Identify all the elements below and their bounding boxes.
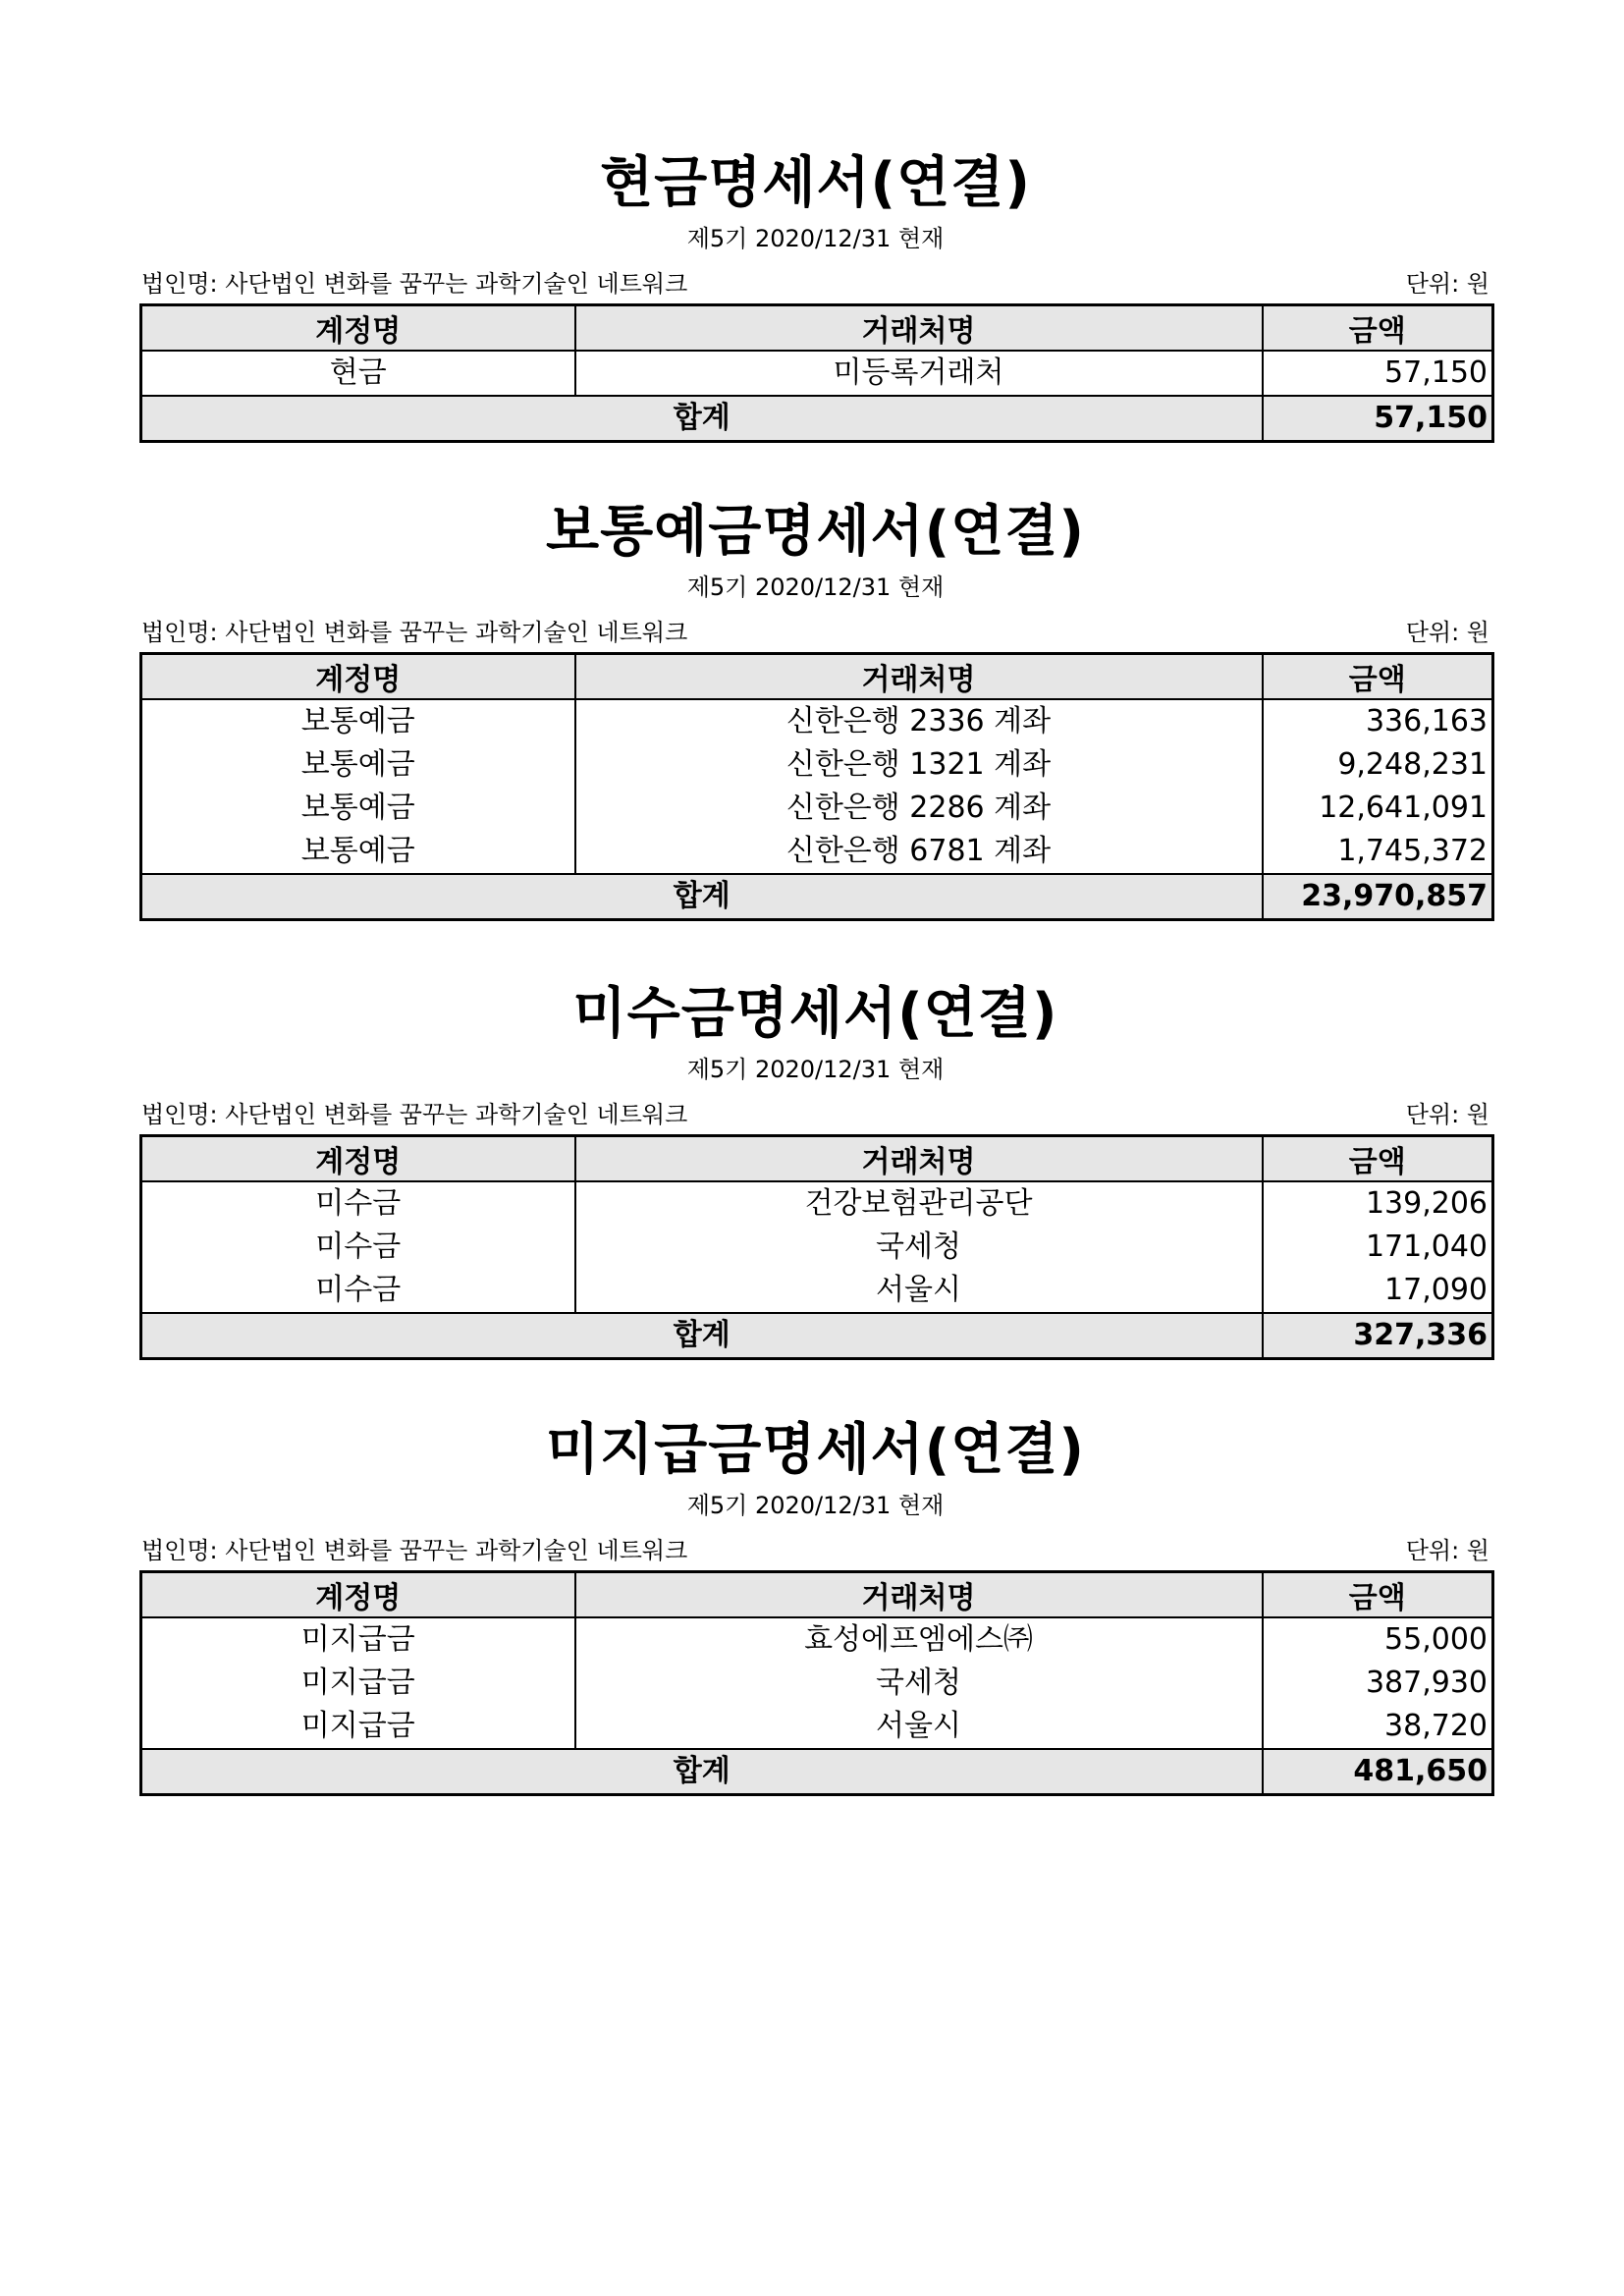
cell-account: 보통예금 xyxy=(141,830,575,874)
statement-cash xyxy=(139,149,1491,443)
cell-account: 미지급금 xyxy=(141,1705,575,1749)
statement-meta xyxy=(139,1536,1491,1565)
cell-vendor: 효성에프엠에스㈜ xyxy=(575,1617,1263,1662)
cell-amount: 9,248,231 xyxy=(1337,747,1488,782)
total-label: 합계 xyxy=(141,1749,1263,1795)
header-account: 계정명 xyxy=(141,654,575,700)
header-vendor: 거래처명 xyxy=(575,1136,1263,1182)
header-account: 계정명 xyxy=(141,305,575,352)
statement-period: 제5기 2020/12/31 현재 xyxy=(686,574,945,601)
statement-period: 제5기 2020/12/31 현재 xyxy=(686,1492,945,1519)
table-row xyxy=(141,743,1493,787)
table-row xyxy=(141,1226,1493,1269)
company-name: 법인명: 사단법인 변화를 꿈꾸는 과학기술인 네트워크 xyxy=(141,1537,688,1564)
statement-meta xyxy=(139,269,1491,299)
cell-account: 현금 xyxy=(141,351,575,396)
cell-account: 보통예금 xyxy=(141,743,575,787)
cell-vendor: 국세청 xyxy=(575,1226,1263,1269)
header-amount: 금액 xyxy=(1263,1572,1493,1618)
cell-amount: 139,206 xyxy=(1365,1186,1488,1221)
unit-label: 단위: 원 xyxy=(1405,270,1489,298)
statement-payables xyxy=(139,1416,1491,1796)
cell-account: 미지급금 xyxy=(141,1617,575,1662)
company-name: 법인명: 사단법인 변화를 꿈꾸는 과학기술인 네트워크 xyxy=(141,270,688,298)
header-vendor: 거래처명 xyxy=(575,305,1263,352)
table-total-row xyxy=(141,396,1493,442)
cell-vendor: 미등록거래처 xyxy=(575,351,1263,396)
cell-amount: 387,930 xyxy=(1365,1666,1488,1700)
table-row xyxy=(141,787,1493,830)
statement-title: 미지급금명세서(연결) xyxy=(545,1418,1086,1482)
table-row xyxy=(141,351,1493,396)
cell-vendor: 서울시 xyxy=(575,1705,1263,1749)
statement-meta xyxy=(139,618,1491,647)
cell-amount: 17,090 xyxy=(1384,1273,1488,1307)
cell-amount: 57,150 xyxy=(1384,355,1488,390)
header-account: 계정명 xyxy=(141,1572,575,1618)
cell-vendor: 신한은행 6781 계좌 xyxy=(575,830,1263,874)
statement-period: 제5기 2020/12/31 현재 xyxy=(686,225,945,252)
cell-vendor: 신한은행 2286 계좌 xyxy=(575,787,1263,830)
statement-meta xyxy=(139,1100,1491,1129)
header-amount: 금액 xyxy=(1263,1136,1493,1182)
table-header-row xyxy=(141,654,1493,700)
cell-vendor: 신한은행 2336 계좌 xyxy=(575,699,1263,743)
table-total-row xyxy=(141,874,1493,920)
header-account: 계정명 xyxy=(141,1136,575,1182)
table-header-row xyxy=(141,305,1493,352)
company-name: 법인명: 사단법인 변화를 꿈꾸는 과학기술인 네트워크 xyxy=(141,1101,688,1128)
unit-label: 단위: 원 xyxy=(1405,619,1489,646)
total-amount: 327,336 xyxy=(1263,1313,1493,1359)
table-row xyxy=(141,1617,1493,1662)
statement-receivables xyxy=(139,980,1491,1360)
header-vendor: 거래처명 xyxy=(575,654,1263,700)
statement-table xyxy=(139,303,1494,443)
table-row xyxy=(141,1181,1493,1226)
table-total-row xyxy=(141,1749,1493,1795)
total-label: 합계 xyxy=(141,396,1263,442)
statement-title: 미수금명세서(연결) xyxy=(572,982,1058,1046)
company-name: 법인명: 사단법인 변화를 꿈꾸는 과학기술인 네트워크 xyxy=(141,619,688,646)
cell-account: 미수금 xyxy=(141,1269,575,1313)
header-amount: 금액 xyxy=(1263,305,1493,352)
statement-savings xyxy=(139,498,1491,921)
cell-amount: 336,163 xyxy=(1365,704,1488,738)
cell-vendor: 국세청 xyxy=(575,1662,1263,1705)
table-row xyxy=(141,1662,1493,1705)
cell-amount: 1,745,372 xyxy=(1337,834,1488,868)
statement-table xyxy=(139,1134,1494,1360)
table-row xyxy=(141,1705,1493,1749)
table-header-row xyxy=(141,1136,1493,1182)
header-vendor: 거래처명 xyxy=(575,1572,1263,1618)
total-amount: 57,150 xyxy=(1263,396,1493,442)
unit-label: 단위: 원 xyxy=(1405,1101,1489,1128)
table-row xyxy=(141,699,1493,743)
cell-account: 미지급금 xyxy=(141,1662,575,1705)
cell-vendor: 건강보험관리공단 xyxy=(575,1181,1263,1226)
cell-amount: 171,040 xyxy=(1365,1230,1488,1264)
table-row xyxy=(141,1269,1493,1313)
table-header-row xyxy=(141,1572,1493,1618)
unit-label: 단위: 원 xyxy=(1405,1537,1489,1564)
table-total-row xyxy=(141,1313,1493,1359)
table-row xyxy=(141,830,1493,874)
total-amount: 23,970,857 xyxy=(1263,874,1493,920)
statement-title: 보통예금명세서(연결) xyxy=(545,500,1086,564)
cell-vendor: 신한은행 1321 계좌 xyxy=(575,743,1263,787)
cell-account: 미수금 xyxy=(141,1181,575,1226)
statement-period: 제5기 2020/12/31 현재 xyxy=(686,1056,945,1083)
cell-account: 미수금 xyxy=(141,1226,575,1269)
cell-account: 보통예금 xyxy=(141,787,575,830)
cell-amount: 12,641,091 xyxy=(1319,791,1488,825)
statement-table xyxy=(139,1570,1494,1796)
total-label: 합계 xyxy=(141,1313,1263,1359)
statement-title: 현금명세서(연결) xyxy=(600,151,1031,215)
cell-vendor: 서울시 xyxy=(575,1269,1263,1313)
cell-amount: 38,720 xyxy=(1384,1709,1488,1743)
cell-amount: 55,000 xyxy=(1384,1622,1488,1657)
total-amount: 481,650 xyxy=(1263,1749,1493,1795)
cell-account: 보통예금 xyxy=(141,699,575,743)
header-amount: 금액 xyxy=(1263,654,1493,700)
statement-table xyxy=(139,652,1494,921)
total-label: 합계 xyxy=(141,874,1263,920)
